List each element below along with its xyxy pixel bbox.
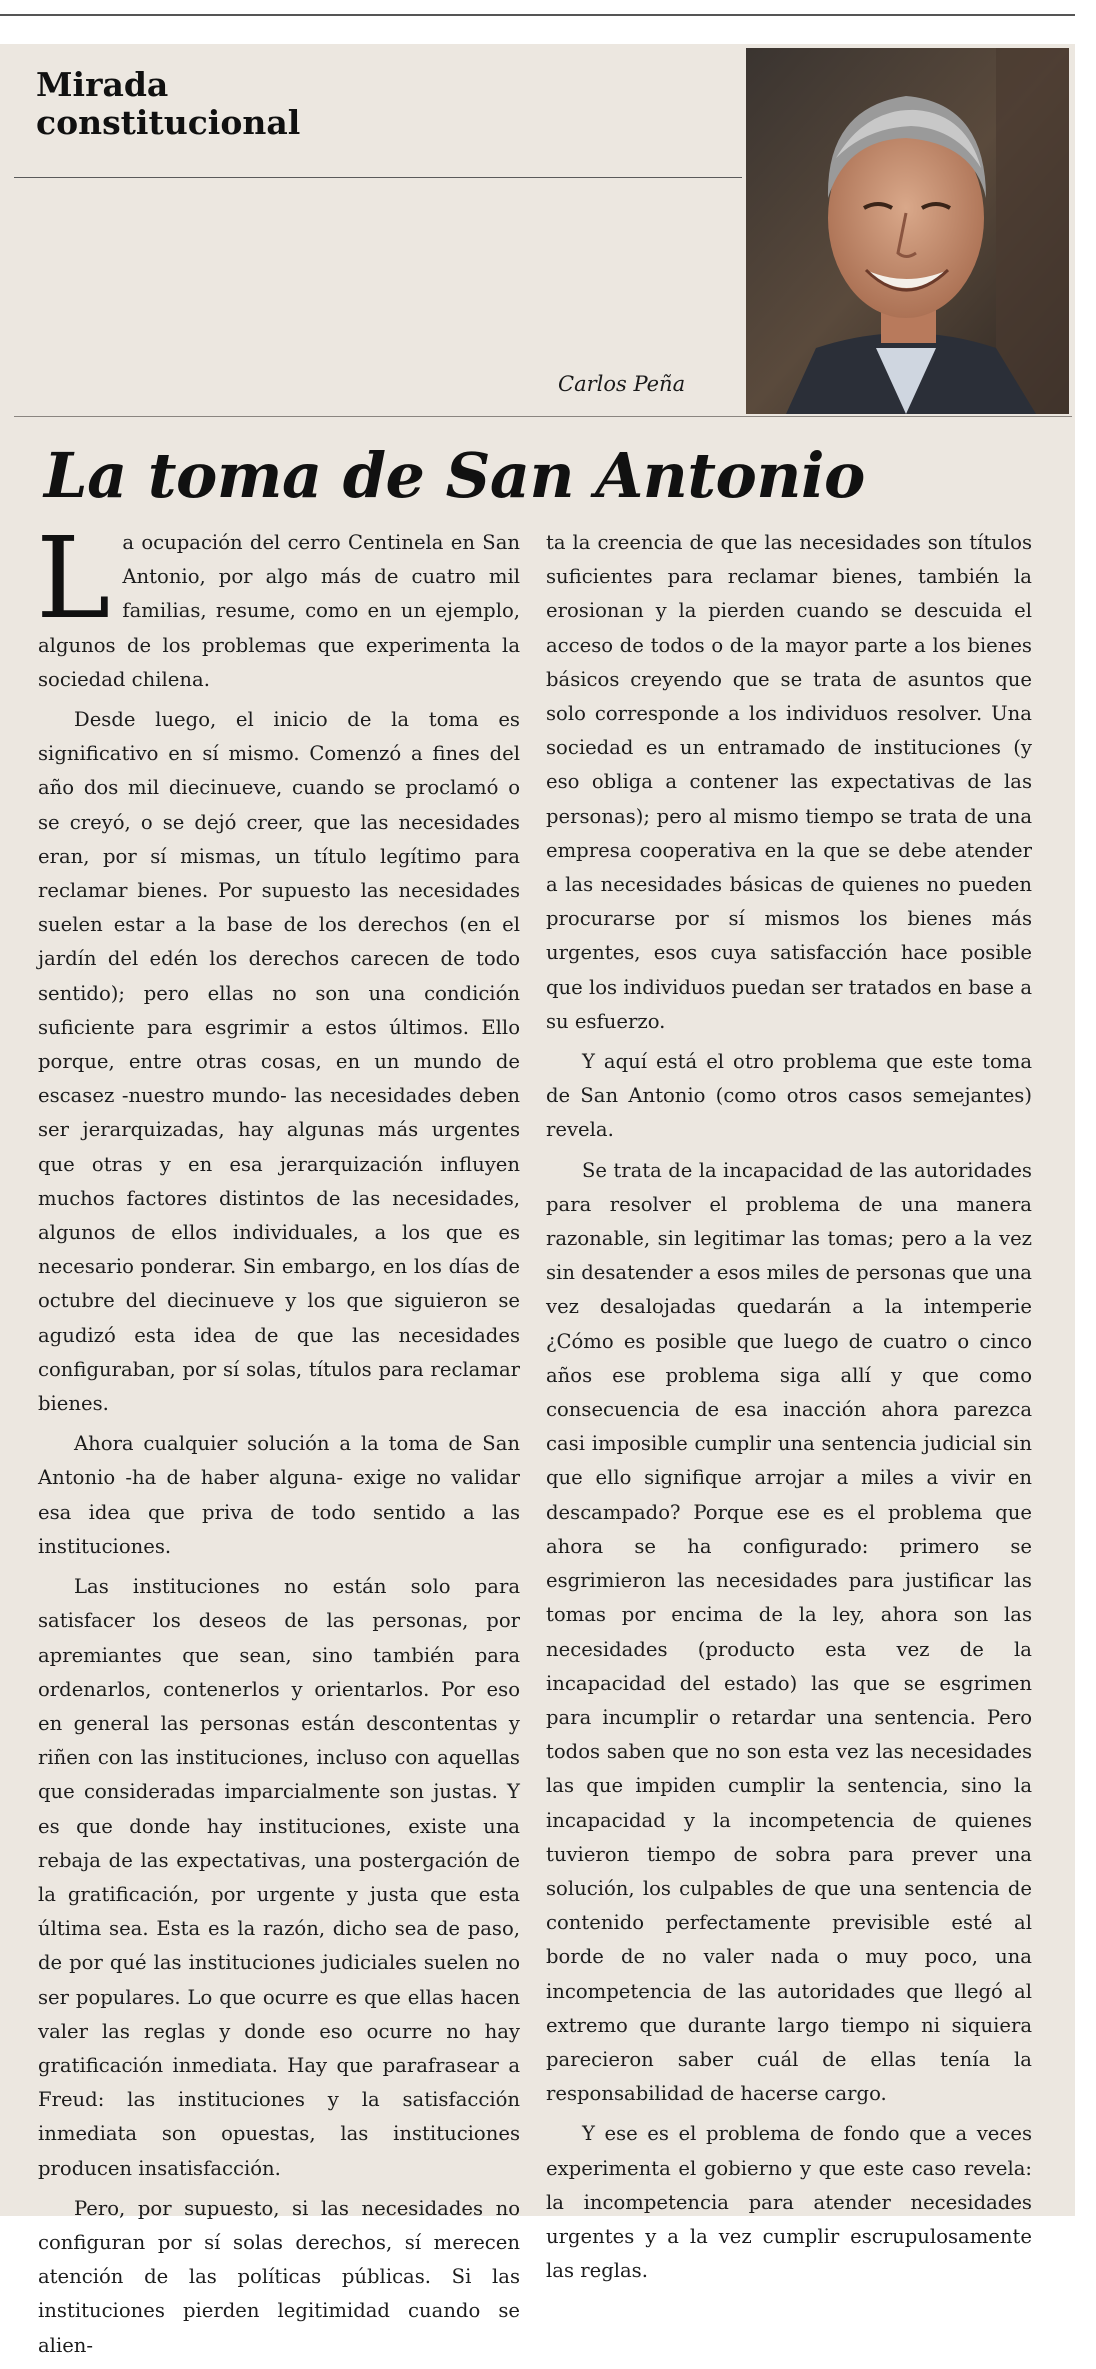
top-rule [0, 14, 1075, 16]
article-headline: La toma de San Antonio [44, 439, 865, 512]
rubric-line-1: Mirada [36, 65, 169, 104]
article-paragraph-continued: ta la creencia de que las necesidades son títulos suficientes para reclamar bienes, también la erosionan y la pierden cuando se descuida el acceso de todos o de la mayor parte a los bienes básicos creyendo que se trata de asuntos que solo corresponde a los individuos resolver. Una sociedad es un entramado de instituciones (y eso obliga a contener las expectativas de las personas); pero al mismo tiempo se trata de una empresa cooperativa en la que se debe atender a las necesidades básicas de quienes no pueden procurarse por sí mismos los bienes más urgentes, esos cuya satisfacción hace posible que los individuos puedan ser tratados en base a su esfuerzo. [546, 531, 1033, 1033]
article-paragraph-first [36, 514, 520, 697]
author-portrait-image [746, 48, 1069, 414]
article-paragraph: Y aquí está el otro problema que este toma de San Antonio (como otros casos semejantes) revela. [546, 1050, 1032, 1142]
article-paragraph: Las instituciones no están solo para satisfacer los deseos de las personas, por apremiantes que sean, sino también para ordenarlos, contenerlos y orientarlos. Por eso en general las personas están descontentas y riñen con las instituciones, incluso con aquellas que consideradas imparcialmente son justas. Y es que donde hay instituciones, existe una rebaja de las expectativas, una postergación de la gratificación, por urgente y justa que esta última sea. Esta es la razón, dicho sea de paso, de por qué las instituciones judiciales suelen no ser populares. Lo que ocurre es que ellas hacen valer las reglas y donde eso ocurre no hay gratificación inmediata. Hay que parafrasear a Freud: las instituciones y la satisfacción inmediata son opuestas, las instituciones producen insatisfacción. [38, 1575, 520, 2180]
article-column-left [36, 514, 520, 2369]
section-rubric [36, 66, 696, 142]
article-paragraph: Desde luego, el inicio de la toma es significativo en sí mismo. Comenzó a fines del año dos mil diecinueve, cuando se proclamó o se creyó, o se dejó creer, que las necesidades eran, por sí mismas, un título legítimo para reclamar bienes. Por supuesto las necesidades suelen estar a la base de los derechos (en el jardín del edén los derechos carecen de todo sentido); pero ellas no son una condición suficiente para esgrimir a estos últimos. Ello porque, entre otras cosas, en un mundo de escasez -nuestro mundo- las necesidades deben ser jerarquizadas, hay algunas más urgentes que otras y en esa jerarquización influyen muchos factores distintos de las necesidades, algunos de ellos individuales, a los que es necesario ponderar. Sin embargo, en los días de octubre del diecinueve y los que siguieron se agudizó esta idea de que las necesidades configuraban, por sí solas, títulos para reclamar bienes. [38, 708, 520, 1416]
rubric-line-2: constitucional [36, 103, 301, 142]
author-photo [746, 48, 1069, 414]
article-column-right [546, 526, 1032, 2294]
article-paragraph: Ahora cualquier solución a la toma de San Antonio -ha de haber alguna- exige no validar esa idea que priva de todo sentido a las instituciones. [38, 1432, 520, 1558]
article-page [0, 44, 1075, 2357]
article-paragraph: Se trata de la incapacidad de las autoridades para resolver el problema de una manera razonable, sin legitimar las tomas; pero a la vez sin desatender a esos miles de personas que una vez desalojadas quedarán a la intemperie ¿Cómo es posible que luego de cuatro o cinco años ese problema siga allí y que como consecuencia de esa inacción ahora parezca casi imposible cumplir una sentencia judicial sin que ello signifique arrojar a miles a vivir en descampado? Porque ese es el problema que ahora se ha configurado: primero se esgrimieron las necesidades para justificar las tomas por encima de la ley, ahora son las necesidades (producto esta vez de la incapacidad del estado) las que se esgrimen para incumplir o retardar una sentencia. Pero todos saben que no son esta vez las necesidades las que impiden cumplir la sentencia, sino la incapacidad y la incompetencia de quienes tuvieron tiempo de sobra para prever una solución, los culpables de que una sentencia de contenido perfectamente previsible esté al borde de no valer nada o muy poco, una incompetencia de las autoridades que llegó al extremo que durante largo tiempo ni siquiera parecieron saber cuál de ellas tenía la responsabilidad de hacerse cargo. [546, 1158, 1032, 2106]
author-byline: Carlos Peña [558, 372, 686, 396]
rubric-divider [14, 177, 742, 178]
first-paragraph-text: a ocupación del cerro Centinela en San Antonio, por algo más de cuatro mil familias, resume, como en un ejemplo, algunos de los problemas que experimenta la sociedad chilena. [38, 531, 520, 691]
article-paragraph: Pero, por supuesto, si las necesidades no configuran por sí solas derechos, sí merecen atención de las políticas públicas. Si las instituciones pierden legitimidad cuando se alien- [38, 2196, 520, 2357]
article-paragraph: Y ese es el problema de fondo que a veces experimenta el gobierno y que este caso revela: la incompetencia para atender necesidades urgentes y a la vez cumplir escrupulosamente las reglas. [546, 2122, 1032, 2283]
header-divider [14, 416, 1072, 417]
drop-cap: L [36, 514, 111, 644]
